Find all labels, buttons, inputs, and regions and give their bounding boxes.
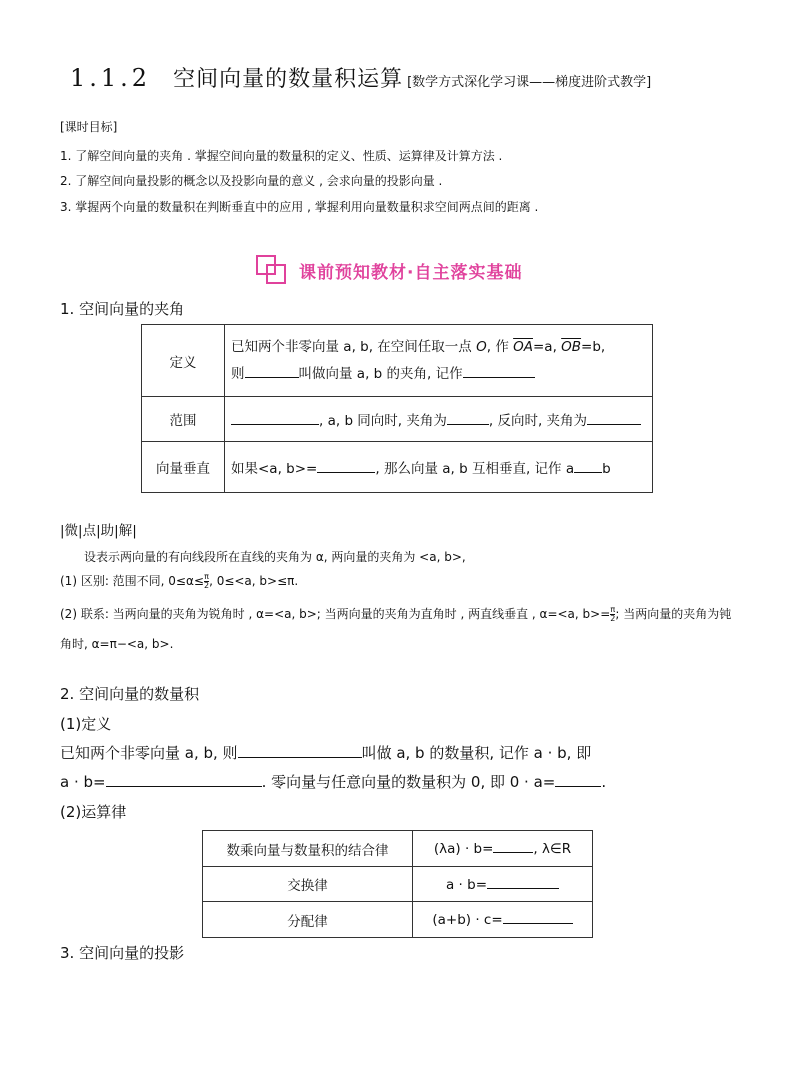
law-label: 交换律 <box>203 867 413 902</box>
tip-item-2: (2) 联系: 当两向量的夹角为锐角时 , α=<a, b>; 当两向量的夹角为直角时 , 两直线垂直 , α=<a, b>= $\frac{\pi}{2}$ ; 当两向量的夹角为钝 <box>60 605 732 623</box>
law-formula: a · b= <box>413 867 593 902</box>
operation-laws-table <box>202 830 593 938</box>
row-definition-content: 已知两个非零向量 a, b, 在空间任取一点 O, 作 $\overline{OA}=a$, $\overline{OB}=b$, 则 叫做向量 a, b 的夹角, 记作 <box>225 325 653 397</box>
fraction: $\frac{\pi}{2}$ <box>203 572 210 590</box>
row-range-content: , a, b 同向时, 夹角为 , 反向时, 夹角为 <box>225 397 653 442</box>
blank <box>447 412 489 425</box>
definition-subheading: (1)定义 <box>60 715 112 733</box>
blank <box>574 460 602 473</box>
title-text: 空间向量的数量积运算 <box>173 67 404 92</box>
tip-intro: 设表示两向量的有向线段所在直线的夹角为 α, 两向量的夹角为 <a, b>, <box>84 550 466 564</box>
dot-product-definition-line2: a · b= . 零向量与任意向量的数量积为 0, 即 0 · a= . <box>60 773 607 791</box>
law-formula: (a+b) · c= <box>413 902 593 938</box>
blank <box>106 774 262 787</box>
operation-laws-subheading: (2)运算律 <box>60 803 127 821</box>
overlapping-squares-icon <box>255 254 289 286</box>
tip-heading: |微|点|助|解| <box>60 523 137 539</box>
tip-item-1: (1) 区别: 范围不同, 0≤α≤ $\frac{\pi}{2}$ , 0≤<a, b>≤π. <box>60 572 299 590</box>
law-label: 分配律 <box>203 902 413 938</box>
row-range-label: 范围 <box>142 397 225 442</box>
blank <box>317 460 375 473</box>
blank <box>463 365 535 378</box>
section-banner <box>255 254 522 286</box>
law-label: 数乘向量与数量积的结合律 <box>203 831 413 867</box>
banner-text: 课前预知教材·自主落实基础 <box>299 262 523 283</box>
section1-heading: 1. 空间向量的夹角 <box>60 300 185 318</box>
law-formula: (λa) · b= , λ∈R <box>413 831 593 867</box>
title-subtitle: [数学方式深化学习课——梯度进阶式教学] <box>407 75 652 90</box>
section2-heading: 2. 空间向量的数量积 <box>60 685 200 703</box>
goal-item-3: 3. 掌握两个向量的数量积在判断垂直中的应用 , 掌握利用向量数量积求空间两点间的距离 . <box>60 200 539 214</box>
goal-item-2: 2. 了解空间向量投影的概念以及投影向量的意义 , 会求向量的投影向量 . <box>60 174 443 188</box>
tip-item-2-line2: 角时, α=π−<a, b>. <box>60 637 174 651</box>
page-title <box>70 62 651 93</box>
blank <box>587 412 641 425</box>
angle-table <box>141 324 653 493</box>
blank <box>555 774 601 787</box>
row-perpendicular-content: 如果<a, b>= , 那么向量 a, b 互相垂直, 记作 a b <box>225 442 653 493</box>
blank <box>503 911 573 924</box>
blank <box>493 840 533 853</box>
goals-heading: [课时目标] <box>60 120 118 134</box>
section-number: 1.1.2 <box>70 64 152 92</box>
blank <box>245 365 299 378</box>
goal-item-1: 1. 了解空间向量的夹角 . 掌握空间向量的数量积的定义、性质、运算律及计算方法 . <box>60 149 503 163</box>
row-definition-label: 定义 <box>142 325 225 397</box>
blank <box>231 412 319 425</box>
blank <box>238 745 362 758</box>
fraction: $\frac{\pi}{2}$ <box>610 605 616 623</box>
row-perpendicular-label: 向量垂直 <box>142 442 225 493</box>
dot-product-definition-line1: 已知两个非零向量 a, b, 则 叫做 a, b 的数量积, 记作 a · b, 即 <box>60 744 592 762</box>
blank <box>487 876 559 889</box>
section3-heading: 3. 空间向量的投影 <box>60 944 185 962</box>
